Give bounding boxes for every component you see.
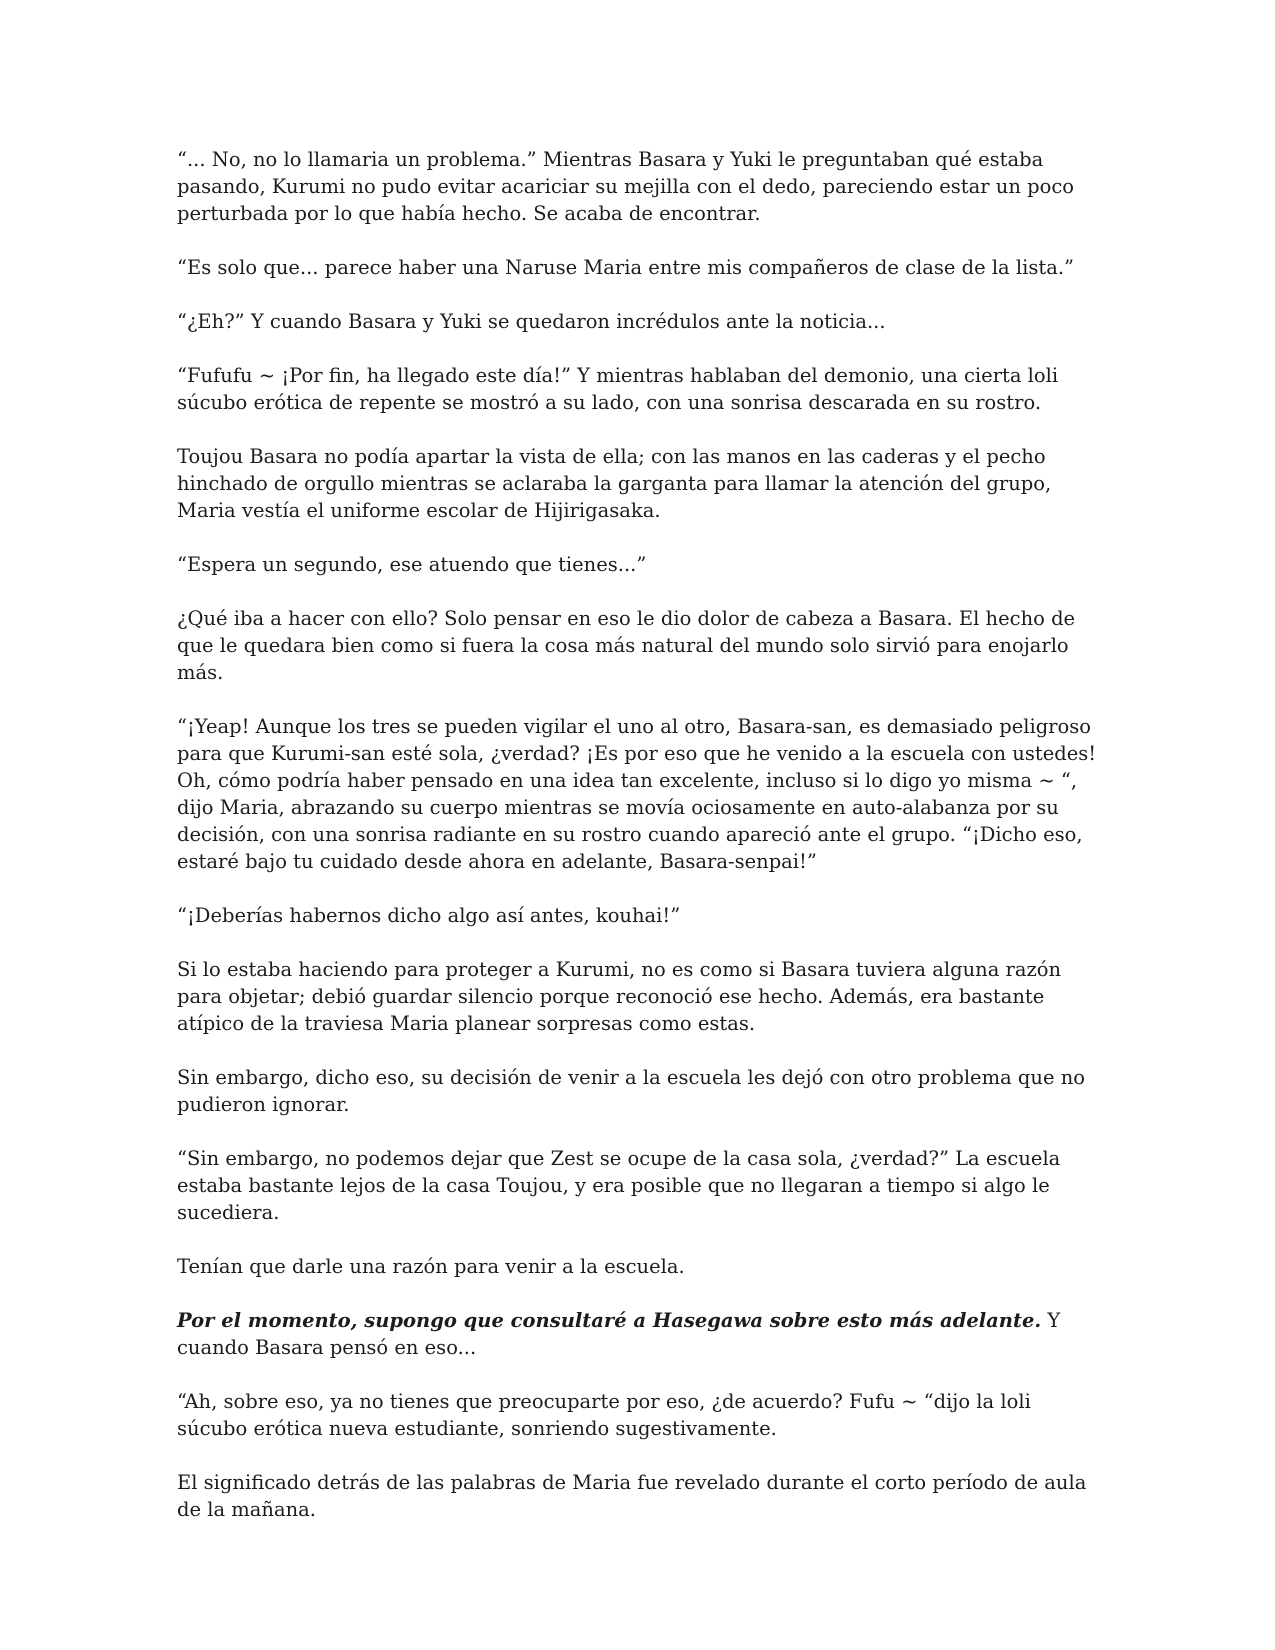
paragraph-9 [177,902,1097,929]
paragraph-text: Sin embargo, dicho eso, su decisión de venir a la escuela les dejó con otro problema que no pudieron ignorar. [177,1066,1085,1116]
paragraph-2 [177,254,1097,281]
paragraph-text: ¿Qué iba a hacer con ello? Solo pensar en eso le dio dolor de cabeza a Basara. El hecho de que le quedara bien como si fuera la cosa más natural del mundo solo sirvió para enojarlo más. [177,607,1076,684]
italic-thought: Por el momento, supongo que consultaré a Hasegawa sobre esto más adelante. [177,1309,1042,1332]
paragraph-5 [177,443,1097,524]
paragraph-14 [177,1307,1097,1361]
paragraph-7 [177,605,1097,686]
paragraph-3 [177,308,1097,335]
paragraph-text: Y cuando Basara pensó en eso... [177,1309,1061,1359]
paragraph-text: “Espera un segundo, ese atuendo que tienes...” [177,553,647,576]
paragraph-text: El significado detrás de las palabras de Maria fue revelado durante el corto período de aula de la mañana. [177,1471,1087,1521]
paragraph-text: Si lo estaba haciendo para proteger a Kurumi, no es como si Basara tuviera alguna razón para objetar; debió guardar silencio porque reconoció ese hecho. Además, era bastante atípico de la traviesa Maria planear sorpresas como estas. [177,958,1062,1035]
paragraph-text: “¿Eh?” Y cuando Basara y Yuki se quedaron incrédulos ante la noticia... [177,310,886,333]
paragraph-text: “¡Yeap! Aunque los tres se pueden vigilar el uno al otro, Basara-san, es demasiado peligroso para que Kurumi-san esté sola, ¿verdad? ¡Es por eso que he venido a la escuela con ustedes! Oh, cómo podría haber pensado en una idea tan excelente, incluso si lo digo yo misma ~ “, dijo Maria, abrazando su cuerpo mientras se movía ociosamente en auto-alabanza por su decisión, con una sonrisa radiante en su rostro cuando apareció ante el grupo. “¡Dicho eso, estaré bajo tu cuidado desde ahora en adelante, Basara-senpai!” [177,715,1097,873]
document-page [177,146,1097,1550]
paragraph-1 [177,146,1097,227]
paragraph-text: Toujou Basara no podía apartar la vista de ella; con las manos en las caderas y el pecho hinchado de orgullo mientras se aclaraba la garganta para llamar la atención del grupo, Maria vestía el uniforme escolar de Hijirigasaka. [177,445,1052,522]
paragraph-10 [177,956,1097,1037]
paragraph-8 [177,713,1097,875]
paragraph-text: “Ah, sobre eso, ya no tienes que preocuparte por eso, ¿de acuerdo? Fufu ~ “dijo la loli súcubo erótica nueva estudiante, sonriendo sugestivamente. [177,1390,1031,1440]
paragraph-11 [177,1064,1097,1118]
paragraph-text: “Fufufu ~ ¡Por fin, ha llegado este día!” Y mientras hablaban del demonio, una cierta loli súcubo erótica de repente se mostró a su lado, con una sonrisa descarada en su rostro. [177,364,1059,414]
paragraph-text: “... No, no lo llamaria un problema.” Mientras Basara y Yuki le preguntaban qué estaba pasando, Kurumi no pudo evitar acariciar su mejilla con el dedo, pareciendo estar un poco perturbada por lo que había hecho. Se acaba de encontrar. [177,148,1074,225]
paragraph-12 [177,1145,1097,1226]
paragraph-text: “Es solo que... parece haber una Naruse Maria entre mis compañeros de clase de la lista.” [177,256,1074,279]
paragraph-15 [177,1388,1097,1442]
paragraph-text: Tenían que darle una razón para venir a la escuela. [177,1255,685,1278]
paragraph-16 [177,1469,1097,1523]
paragraph-text: “Sin embargo, no podemos dejar que Zest se ocupe de la casa sola, ¿verdad?” La escuela estaba bastante lejos de la casa Toujou, y era posible que no llegaran a tiempo si algo le sucediera. [177,1147,1061,1224]
paragraph-4 [177,362,1097,416]
paragraph-text: “¡Deberías habernos dicho algo así antes, kouhai!” [177,904,681,927]
paragraph-6 [177,551,1097,578]
paragraph-13 [177,1253,1097,1280]
